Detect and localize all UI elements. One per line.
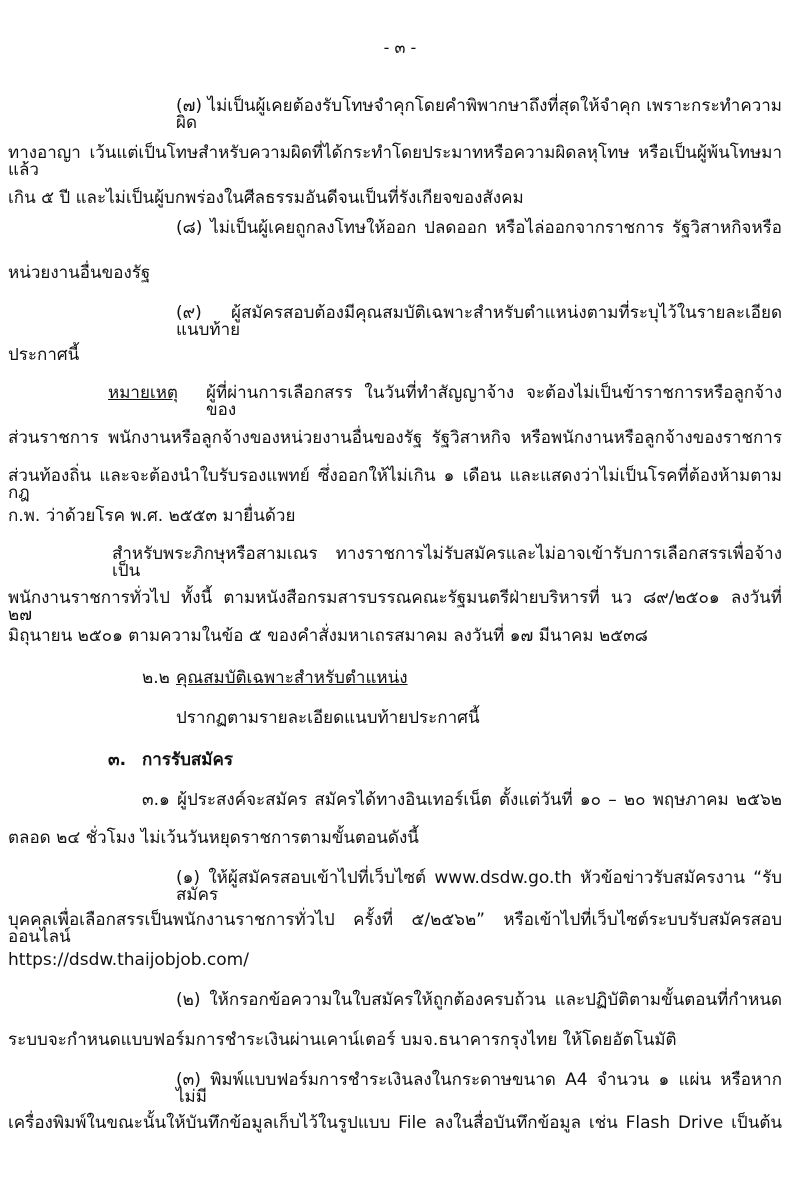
text-line: บุคคลเพื่อเลือกสรรเป็นพนักงานราชการทั่วไป ครั้งที่ ๕/๒๕๖๒” หรือเข้าไปที่เว็บไซต์ระบบรับสมัครสอบออนไลน์	[8, 910, 782, 947]
text-line: ทางอาญา เว้นแต่เป็นโทษสำหรับความผิดที่ได้กระทำโดยประมาทหรือความผิดลหุโทษ หรือเป็นผู้พ้นโทษมาแล้ว	[8, 143, 782, 180]
page-number: - ๓ -	[383, 38, 417, 57]
text-line: หน่วยงานอื่นของรัฐ	[8, 263, 151, 283]
text-line: (๓) พิมพ์แบบฟอร์มการชำระเงินลงในกระดาษขนาด A4 จำนวน ๑ แผ่น หรือหากไม่มี	[176, 1070, 782, 1107]
text-line: (๗) ไม่เป็นผู้เคยต้องรับโทษจำคุกโดยคำพิพากษาถึงที่สุดให้จำคุก เพราะกระทำความผิด	[176, 96, 782, 133]
text-line: ระบบจะกำหนดแบบฟอร์มการชำระเงินผ่านเคาน์เตอร์ บมจ.ธนาคารกรุงไทย ให้โดยอัตโนมัติ	[8, 1030, 677, 1050]
text-line: https://dsdw.thaijobjob.com/	[8, 950, 249, 970]
section-2-2-title: คุณสมบัติเฉพาะสำหรับตำแหน่ง	[176, 668, 408, 688]
text-line: สำหรับพระภิกษุหรือสามเณร ทางราชการไม่รับสมัครและไม่อาจเข้ารับการเลือกสรรเพื่อจ้างเป็น	[112, 544, 782, 581]
text-line: ตลอด ๒๔ ชั่วโมง ไม่เว้นวันหยุดราชการตามขั้นตอนดังนี้	[8, 828, 419, 848]
text-line: (๙) ผู้สมัครสอบต้องมีคุณสมบัติเฉพาะสำหรับตำแหน่งตามที่ระบุไว้ในรายละเอียดแนบท้าย	[176, 303, 782, 340]
section-3-title: การรับสมัคร	[142, 750, 233, 770]
text-line: (๑) ให้ผู้สมัครสอบเข้าไปที่เว็บไซต์ www.dsdw.go.th หัวข้อข่าวรับสมัครงาน “รับสมัคร	[176, 868, 782, 905]
text-line: ส่วนท้องถิ่น และจะต้องนำใบรับรองแพทย์ ซึ่งออกให้ไม่เกิน ๑ เดือน และแสดงว่าไม่เป็นโรคที่ต้องห้ามตามกฎ	[8, 466, 782, 503]
text-line: ปรากฏตามรายละเอียดแนบท้ายประกาศนี้	[176, 708, 480, 728]
section-2-2-number: ๒.๒	[142, 668, 170, 688]
text-line: ส่วนราชการ พนักงานหรือลูกจ้างของหน่วยงานอื่นของรัฐ รัฐวิสาหกิจ หรือพนักงานหรือลูกจ้างของราชการ	[8, 428, 782, 448]
text-line: มิถุนายน ๒๕๐๑ ตามความในข้อ ๕ ของคำสั่งมหาเถรสมาคม ลงวันที่ ๑๗ มีนาคม ๒๕๓๘	[8, 626, 648, 646]
text-line: ประกาศนี้	[8, 345, 80, 365]
text-line: ๓.๑ ผู้ประสงค์จะสมัคร สมัครได้ทางอินเทอร์เน็ต ตั้งแต่วันที่ ๑๐ – ๒๐ พฤษภาคม ๒๕๖๒	[142, 790, 782, 810]
note-label: หมายเหตุ	[108, 383, 178, 403]
text-line: (๘) ไม่เป็นผู้เคยถูกลงโทษให้ออก ปลดออก หรือไล่ออกจากราชการ รัฐวิสาหกิจหรือ	[176, 218, 782, 238]
text-line: ก.พ. ว่าด้วยโรค พ.ศ. ๒๕๕๓ มายื่นด้วย	[8, 506, 296, 526]
text-line: เครื่องพิมพ์ในขณะนั้นให้บันทึกข้อมูลเก็บไว้ในรูปแบบ File ลงในสื่อบันทึกข้อมูล เช่น Flash Drive เป็นต้น	[8, 1113, 782, 1133]
text-line: พนักงานราชการทั่วไป ทั้งนี้ ตามหนังสือกรมสารบรรณคณะรัฐมนตรีฝ่ายบริหารที่ นว ๘๙/๒๕๐๑ ลงวันที่ ๒๗	[8, 588, 782, 625]
text-line: ผู้ที่ผ่านการเลือกสรร ในวันที่ทำสัญญาจ้าง จะต้องไม่เป็นข้าราชการหรือลูกจ้างของ	[206, 383, 782, 420]
text-line: (๒) ให้กรอกข้อความในใบสมัครให้ถูกต้องครบถ้วน และปฏิบัติตามขั้นตอนที่กำหนด	[176, 990, 782, 1010]
text-line: เกิน ๕ ปี และไม่เป็นผู้บกพร่องในศีลธรรมอันดีจนเป็นที่รังเกียจของสังคม	[8, 188, 524, 208]
section-3-number: ๓.	[108, 750, 127, 770]
